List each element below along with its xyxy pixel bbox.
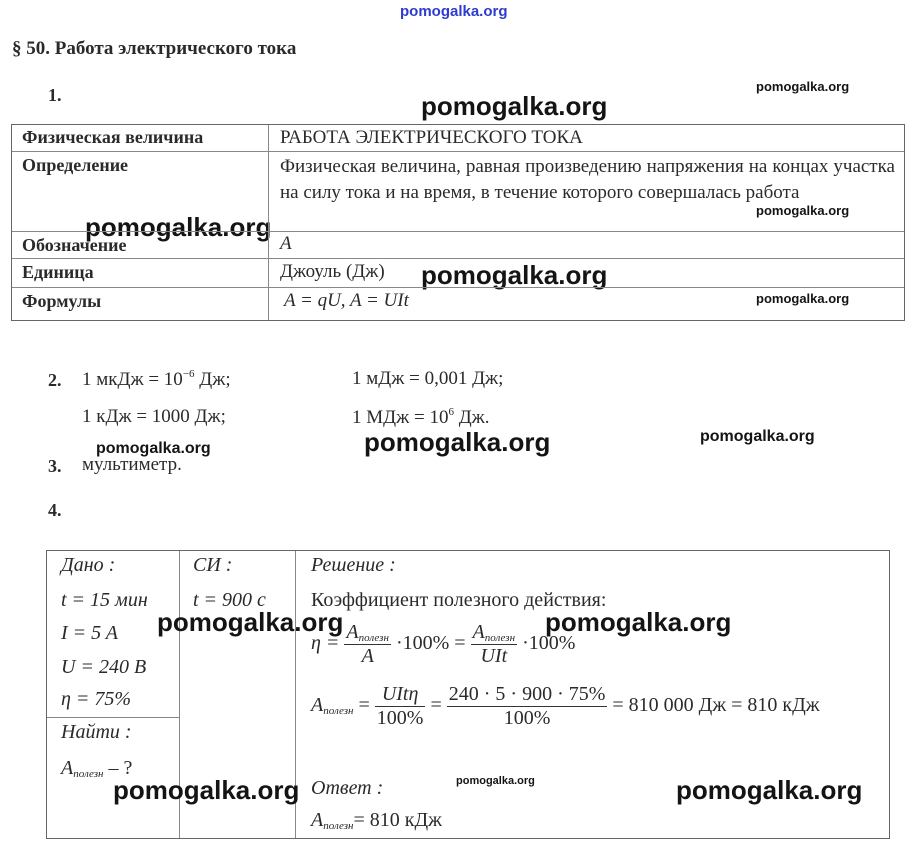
table-value: РАБОТА ЭЛЕКТРИЧЕСКОГО ТОКА [280, 127, 583, 148]
eq-text: 1 мкДж = 10 [82, 369, 183, 390]
find-heading: Найти : [61, 721, 132, 743]
exponent: −6 [182, 368, 195, 380]
watermark-small: pomogalka.org [756, 203, 850, 218]
watermark: pomogalka.org [421, 91, 608, 121]
conversion-megajoule [352, 406, 490, 429]
conversion-microjoule [82, 368, 231, 391]
eq-text: Дж; [194, 369, 231, 390]
exponent: 6 [448, 406, 454, 418]
answer-heading: Ответ : [311, 777, 384, 799]
watermark: pomogalka.org [545, 607, 732, 637]
table-label: Физическая величина [22, 127, 204, 147]
table-label: Формулы [22, 291, 102, 311]
watermark-small: pomogalka.org [756, 291, 850, 306]
answer-text: мультиметр. [82, 454, 182, 475]
si-heading: СИ : [193, 554, 233, 576]
given-heading: Дано : [61, 554, 116, 576]
question-number: 2. [48, 370, 62, 390]
work-definition-table [11, 124, 905, 321]
eq-text: 1 МДж = 10 [352, 407, 449, 428]
watermark: pomogalka.org [364, 427, 551, 457]
watermark-small: pomogalka.org [700, 428, 815, 445]
table-value [280, 233, 292, 255]
given-time: t = 15 мин [61, 589, 148, 611]
section-title: § 50. Работа электрического тока [12, 38, 297, 59]
table-label: Определение [22, 155, 129, 175]
si-time: t = 900 с [193, 589, 266, 611]
watermark: pomogalka.org [421, 260, 608, 290]
table-label: Обозначение [22, 235, 127, 255]
given-efficiency: η = 75% [61, 688, 132, 710]
eq-text: Дж. [453, 407, 490, 428]
formula-value: A = qU, A = UIt [284, 290, 409, 311]
answer-value: $A_{полезн}= 810$ кДж [311, 809, 442, 832]
solution-heading: Решение : [311, 554, 396, 576]
watermark: pomogalka.org [157, 607, 344, 637]
conversion-kilojoule: 1 кДж = 1000 Дж; [82, 406, 226, 427]
table-value: Джоуль (Дж) [280, 261, 385, 282]
watermark-small: pomogalka.org [456, 775, 535, 787]
watermark: pomogalka.org [676, 775, 863, 805]
table-value [284, 290, 409, 312]
watermark-small: pomogalka.org [756, 79, 850, 94]
question-number: 3. [48, 456, 62, 476]
symbol-value: A [280, 233, 292, 254]
question-number: 1. [48, 85, 62, 105]
given-current: I = 5 A [61, 622, 119, 644]
watermark-small: pomogalka.org [96, 440, 211, 457]
table-value: Физическая величина, равная произведению напряжения на концах участка на силу тока и на время, в течение которого совершалась работа [280, 156, 895, 203]
watermark: pomogalka.org [113, 775, 300, 805]
table-label: Единица [22, 262, 94, 282]
question-number: 4. [48, 500, 62, 520]
watermark: pomogalka.org [85, 212, 272, 242]
find-quantity: $A_{полезн}$ – ? [61, 757, 133, 780]
given-voltage: U = 240 B [61, 656, 147, 678]
efficiency-formula: η = $\frac{A_{полезн}}{A}$ ·100% = $\frac{A_{полезн}}{\text{UIt}}$ ·100% [311, 621, 576, 667]
conversion-millijoule: 1 мДж = 0,001 Дж; [352, 368, 504, 389]
solution-line: Коэффициент полезного действия: [311, 589, 607, 611]
useful-work-calculation: $A_{полезн}$ = $\frac{\text{UItη}}{100\%}$ = $\frac{240 \cdot 5 \cdot 900 \cdot 75\%}{100\%}$ = 810 000 Дж = 810 кДж [311, 683, 820, 729]
watermark-top: pomogalka.org [400, 3, 508, 20]
